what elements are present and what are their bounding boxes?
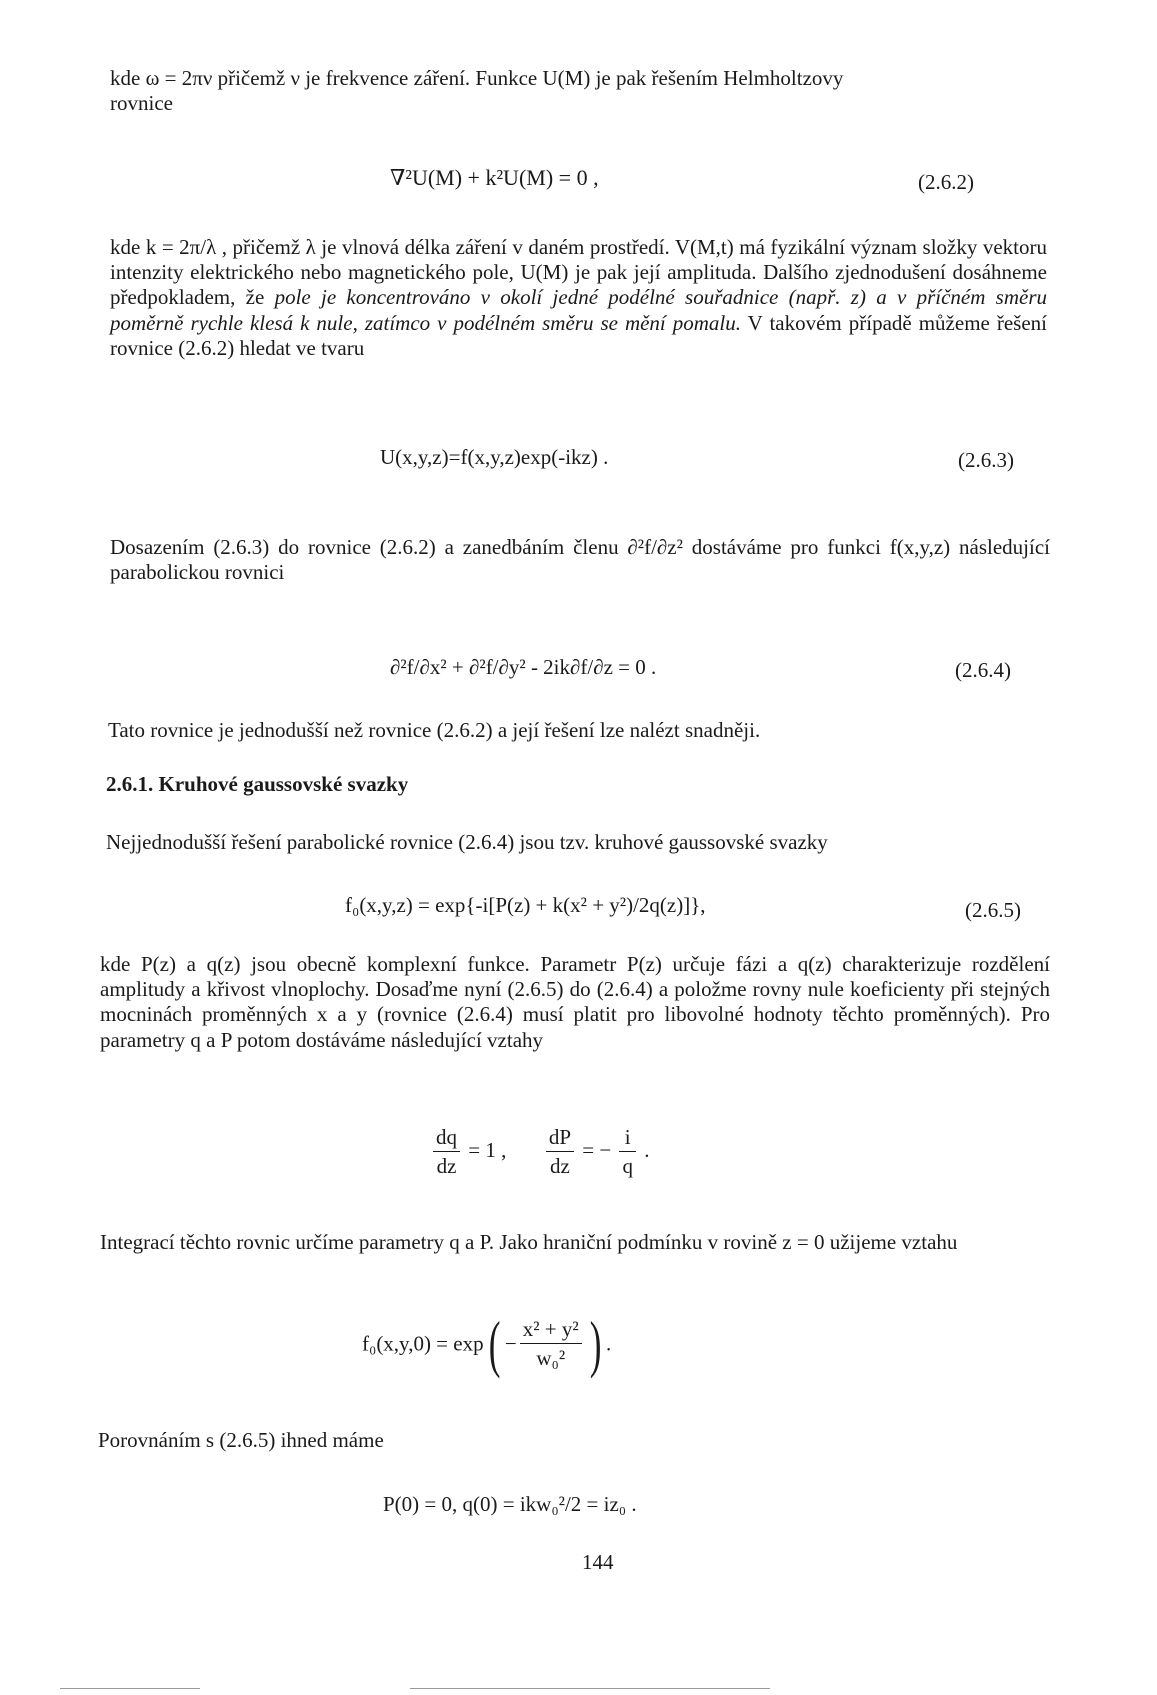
dq-rhs: = 1 ,	[468, 1138, 507, 1162]
fraction-q-denominator: q	[622, 1154, 633, 1179]
equation-number-2-6-2: (2.6.2)	[918, 170, 974, 194]
intro-line-1: kde ω = 2πν přičemž ν je frekvence záření. Funkce U(M) je pak řešením Helmholtzovy	[110, 66, 844, 90]
fraction-dP-numerator: dP	[546, 1125, 574, 1152]
paragraph-intro	[110, 66, 990, 116]
dP-end: .	[644, 1138, 650, 1162]
paragraph-wavelength	[110, 235, 1047, 361]
section-heading: 2.6.1. Kruhové gaussovské svazky	[106, 772, 409, 796]
paragraph-gaussian-beams: Nejjednodušší řešení parabolické rovnice (2.6.4) jsou tzv. kruhové gaussovské svazky	[106, 830, 828, 854]
fraction-w0-squared: w₀²	[536, 1346, 566, 1370]
fraction-dP-denominator: dz	[550, 1154, 570, 1179]
equation-boundary-condition	[362, 1308, 612, 1379]
fraction-dq-dz	[433, 1125, 460, 1179]
equation-number-2-6-3: (2.6.3)	[958, 448, 1014, 472]
fraction-i-over-q	[619, 1125, 636, 1179]
paragraph-substitution-text-a: Dosazením (2.6.3) do rovnice (2.6.2) a zanedbáním členu	[110, 535, 628, 559]
equation-derivatives	[430, 1125, 649, 1179]
page-number: 144	[582, 1550, 614, 1574]
right-paren: )	[589, 1308, 602, 1379]
equation-parabolic: ∂²f/∂x² + ∂²f/∂y² - 2ik∂f/∂z = 0 .	[390, 655, 657, 679]
paragraph-comparison: Porovnáním s (2.6.5) ihned máme	[98, 1428, 384, 1452]
fraction-dq-numerator: dq	[433, 1125, 460, 1152]
fraction-gaussian-exponent	[520, 1317, 582, 1371]
equation-number-2-6-5: (2.6.5)	[965, 898, 1021, 922]
paragraph-parameters: kde P(z) a q(z) jsou obecně komplexní funkce. Parametr P(z) určuje fázi a q(z) charakterizuje rozdělení amplitudy a křivost vlnoplochy. Dosaďme nyní (2.6.5) do (2.6.4) a položme rovny nule koeficienty při stejných mocninách proměnných x a y (rovnice (2.6.4) musí platit pro libovolné hodnoty těchto proměnných). Pro parametry q a P potom dostáváme následující vztahy	[100, 952, 1050, 1052]
paragraph-wavelength-text-b: V takovém případě můžeme řešení rovnice (2.6.2) hledat ve tvaru	[110, 310, 1047, 360]
equation-helmholtz: ∇²U(M) + k²U(M) = 0 ,	[390, 165, 599, 190]
scan-line-1	[60, 1688, 200, 1689]
boundary-lhs: f₀(x,y,0) = exp	[362, 1331, 484, 1356]
equation-initial-values: P(0) = 0, q(0) = ikw₀²/2 = iz₀ .	[383, 1492, 637, 1516]
fraction-i-numerator: i	[619, 1125, 636, 1152]
paragraph-simpler: Tato rovnice je jednodušší než rovnice (2.6.2) a její řešení lze nalézt snadněji.	[108, 718, 761, 742]
left-paren: (	[488, 1308, 501, 1379]
fraction-dP-dz	[546, 1125, 574, 1179]
equation-ansatz: U(x,y,z)=f(x,y,z)exp(-ikz) .	[380, 445, 609, 469]
paragraph-wavelength-italic: pole je koncentrováno v okolí jedné podélné souřadnice (např. z) a v příčném směru poměrně rychle klesá k nule, zatímco v podélném směru se mění pomalu.	[110, 285, 1047, 335]
paragraph-integration: Integrací těchto rovnic určíme parametry q a P. Jako hraniční podmínku v rovině z = 0 užijeme vztahu	[100, 1230, 958, 1254]
boundary-end: .	[606, 1331, 612, 1356]
equation-number-2-6-4: (2.6.4)	[955, 658, 1011, 682]
dP-equals-minus: = −	[582, 1138, 612, 1162]
equation-gaussian-beam: f₀(x,y,z) = exp{-i[P(z) + k(x² + y²)/2q(z)]},	[345, 893, 706, 917]
paragraph-wavelength-text-a: kde k = 2π/λ , přičemž λ je vlnová délka záření v daném prostředí. V(M,t) má fyzikální význam složky vektoru intenzity elektrického nebo magnetického pole, U(M) je pak její amplituda. Dalšího zjednodušení dosáhneme předpokladem, že	[110, 235, 1047, 310]
fraction-x2y2: x² + y²	[520, 1317, 582, 1344]
scan-line-2	[410, 1688, 770, 1689]
boundary-minus: −	[504, 1331, 517, 1356]
paragraph-substitution-text-b: dostáváme pro funkci f(x,y,z) následující parabolickou rovnici	[110, 535, 1050, 585]
term-d2f-dz2: ∂²f/∂z²	[627, 535, 683, 559]
paragraph-substitution	[110, 535, 1050, 585]
fraction-dq-denominator: dz	[436, 1154, 457, 1179]
intro-line-2: rovnice	[110, 91, 173, 116]
